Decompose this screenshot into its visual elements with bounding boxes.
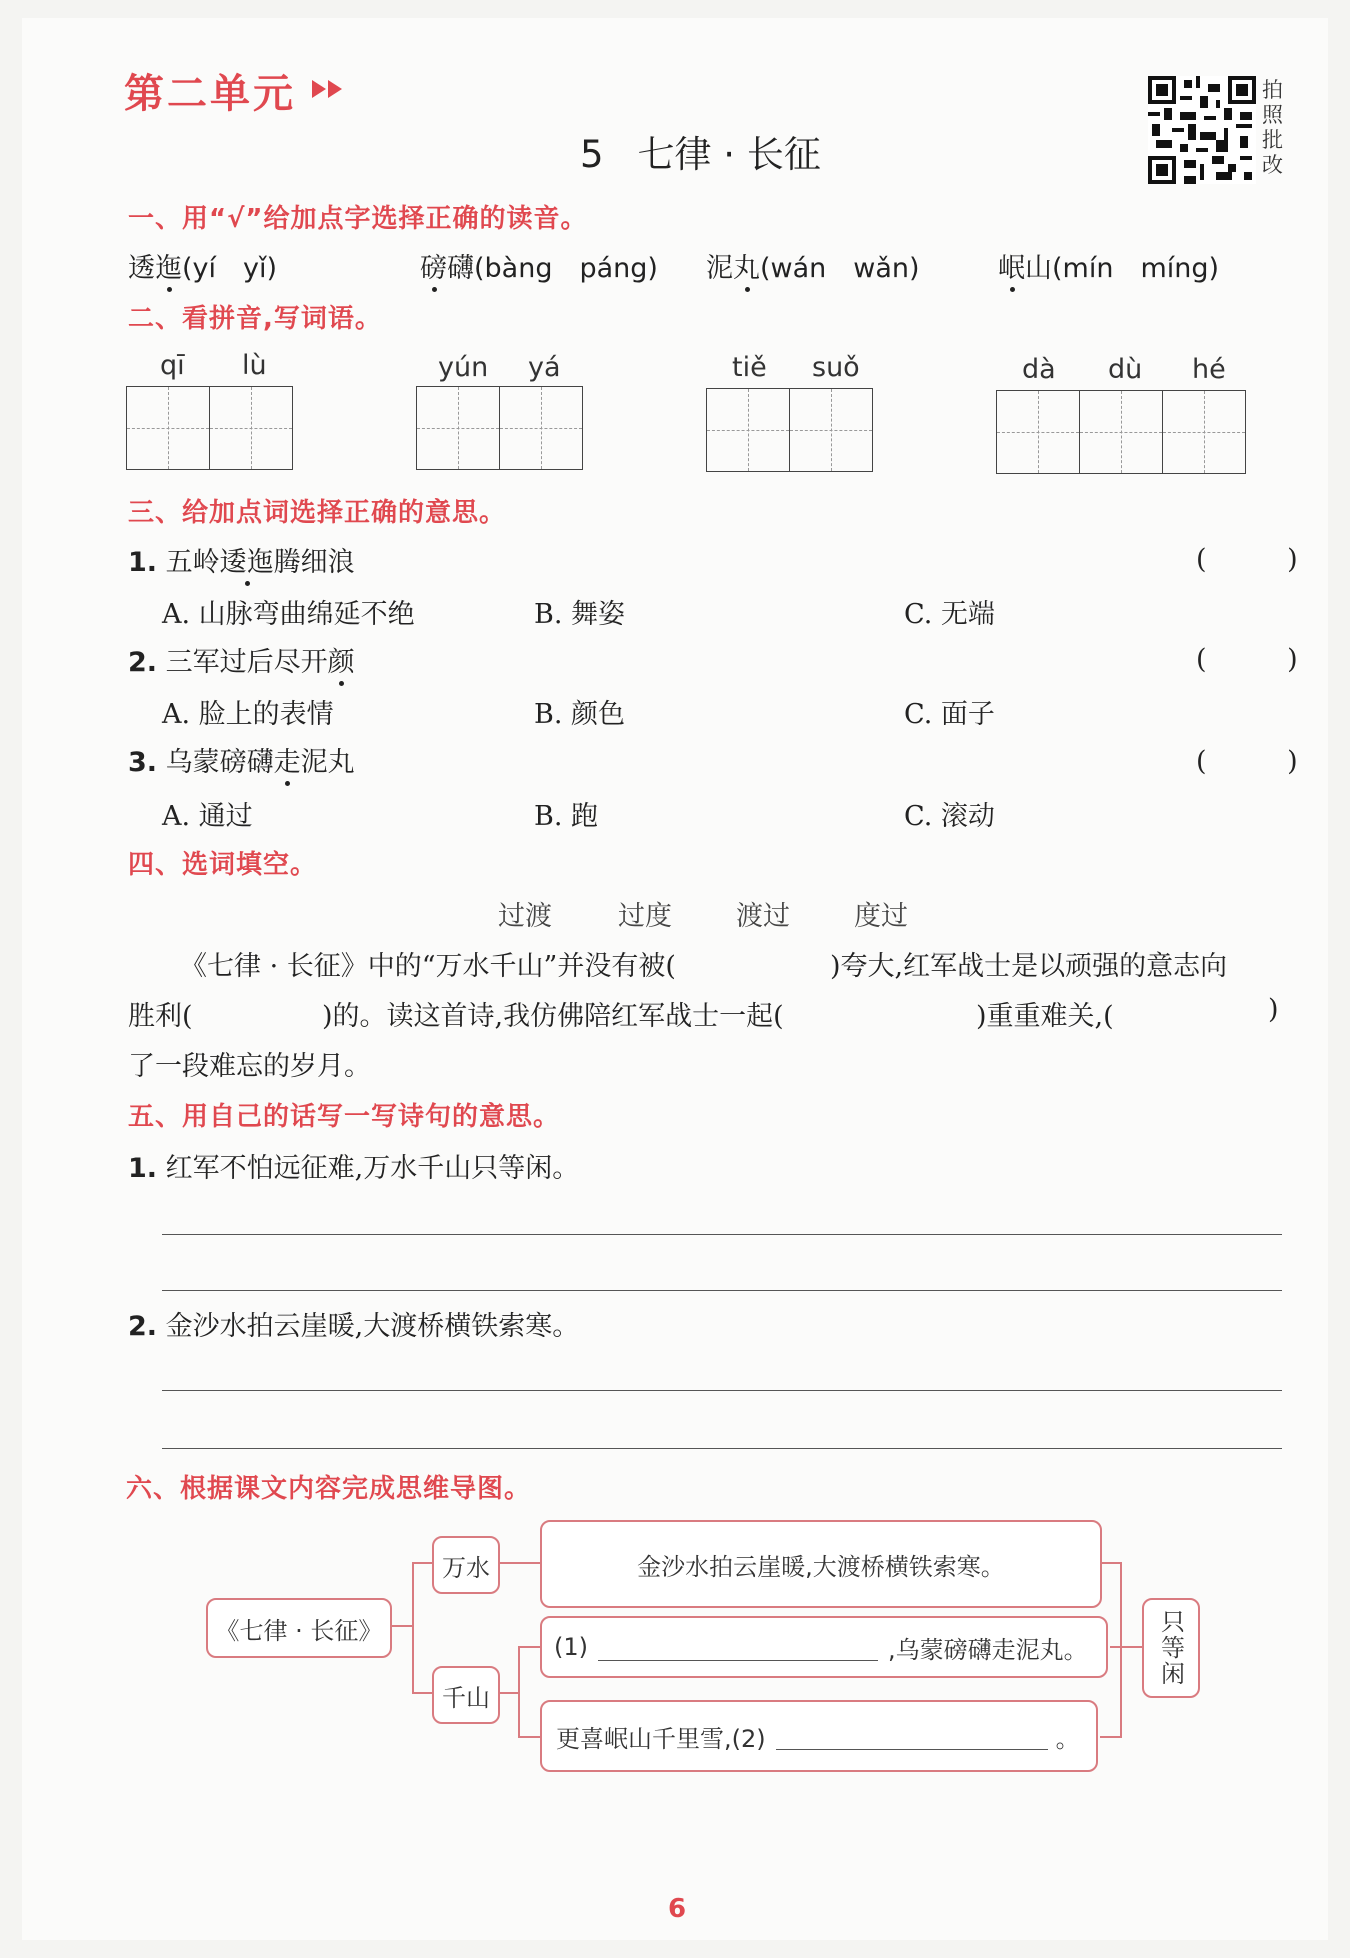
fill-text: 了一段难忘的岁月。 (128, 1051, 371, 1082)
option-b: B. 舞姿 (534, 599, 626, 630)
mindmap-branch-qianshan: 千山 (432, 1666, 500, 1724)
question: 2. 三军过后尽开颜 (128, 647, 355, 678)
qr-code-icon[interactable] (1148, 76, 1256, 184)
fill-text: )重重难关,( (976, 1001, 1114, 1032)
word-choice: 度过 (854, 901, 908, 932)
dotted-word: 走 (273, 747, 301, 778)
option-c: C. 滚动 (904, 801, 995, 832)
pinyin: qī (160, 350, 185, 381)
pinyin: lù (242, 350, 267, 381)
word-choice: 渡过 (736, 901, 790, 932)
dotted-char: 丸 (733, 253, 760, 284)
section1-title: 一、用“√”给加点字选择正确的读音。 (128, 204, 588, 234)
pronunciation-item: 透迤(yí yǐ) (128, 253, 278, 284)
mindmap-leaf-3: 更喜岷山千里雪,(2) 。 (540, 1700, 1098, 1772)
word-choice: 过渡 (498, 901, 552, 932)
section5-title: 五、用自己的话写一写诗句的意思。 (128, 1102, 561, 1132)
lesson-title (580, 124, 821, 178)
fill-text: )夸大,红军战士是以顽强的意志向 (830, 951, 1228, 982)
pinyin: yá (528, 352, 561, 383)
option-a: A. 山脉弯曲绵延不绝 (162, 599, 415, 630)
option-b: B. 跑 (534, 801, 599, 832)
section6-title: 六、根据课文内容完成思维导图。 (126, 1474, 532, 1504)
answer-line[interactable] (162, 1290, 1282, 1291)
writing-grid[interactable] (706, 388, 873, 472)
mindmap-leaf-2: (1) ,乌蒙磅礴走泥丸。 (540, 1616, 1108, 1678)
dotted-word: 颜 (327, 647, 355, 678)
dotted-char: 岷 (998, 253, 1025, 284)
writing-grid[interactable] (416, 386, 583, 470)
mindmap-branch-wanshui: 万水 (432, 1536, 500, 1594)
option-a: A. 脸上的表情 (162, 699, 334, 730)
pinyin: dù (1108, 354, 1143, 385)
pinyin: hé (1192, 354, 1226, 385)
unit-title: 第二单元 (124, 71, 296, 117)
section2-title: 二、看拼音,写词语。 (128, 304, 382, 334)
mindmap-leaf-1: 金沙水拍云崖暖,大渡桥横铁索寒。 (540, 1520, 1102, 1608)
answer-parentheses[interactable]: ( ) (1196, 644, 1334, 675)
question: 1. 五岭逶迤腾细浪 (128, 547, 355, 578)
writing-grid[interactable] (126, 386, 293, 470)
option-b: B. 颜色 (534, 699, 626, 730)
question: 1. 红军不怕远征难,万水千山只等闲。 (128, 1153, 580, 1184)
pinyin: tiě (732, 352, 767, 383)
section3-title: 三、给加点词选择正确的意思。 (128, 498, 507, 528)
dotted-word: 逶迤 (219, 547, 274, 578)
mindmap-root: 《七律 · 长征》 (206, 1598, 392, 1658)
option-c: C. 无端 (904, 599, 995, 630)
option-a: A. 通过 (162, 801, 253, 832)
pinyin: suǒ (812, 352, 860, 383)
question: 2. 金沙水拍云崖暖,大渡桥横铁索寒。 (128, 1311, 580, 1342)
answer-line[interactable] (162, 1390, 1282, 1391)
pinyin: yún (438, 352, 489, 383)
fill-text: 胜利( (128, 1001, 193, 1032)
fill-text: ) (1268, 994, 1279, 1025)
dotted-char: 磅 (420, 253, 447, 284)
pinyin: dà (1022, 354, 1056, 385)
blank-line[interactable] (598, 1634, 878, 1661)
double-arrow-icon (312, 78, 352, 100)
answer-line[interactable] (162, 1234, 1282, 1235)
answer-parentheses[interactable]: ( ) (1196, 544, 1334, 575)
question: 3. 乌蒙磅礴走泥丸 (128, 747, 355, 778)
lesson-number: 5 (580, 133, 604, 176)
answer-line[interactable] (162, 1448, 1282, 1449)
writing-grid[interactable] (996, 390, 1246, 474)
pronunciation-item: 岷山(mín míng) (998, 253, 1220, 284)
answer-parentheses[interactable]: ( ) (1196, 746, 1334, 777)
dotted-char: 迤 (155, 253, 182, 284)
word-choice: 过度 (618, 901, 672, 932)
pronunciation-item: 泥丸(wán wǎn) (706, 253, 920, 284)
blank-line[interactable] (776, 1723, 1048, 1750)
fill-text: 《七律 · 长征》中的“万水千山”并没有被( (180, 951, 676, 982)
pronunciation-item: 磅礴(bàng páng) (420, 253, 658, 284)
option-c: C. 面子 (904, 699, 995, 730)
fill-text: )的。读这首诗,我仿佛陪红军战士一起( (322, 1001, 784, 1032)
page-number: 6 (668, 1894, 687, 1924)
lesson-name: 七律 · 长征 (637, 133, 821, 176)
qr-label: 拍照批改 (1262, 78, 1283, 177)
section4-title: 四、选词填空。 (128, 850, 318, 880)
mindmap-summary: 只等闲 (1142, 1598, 1200, 1698)
